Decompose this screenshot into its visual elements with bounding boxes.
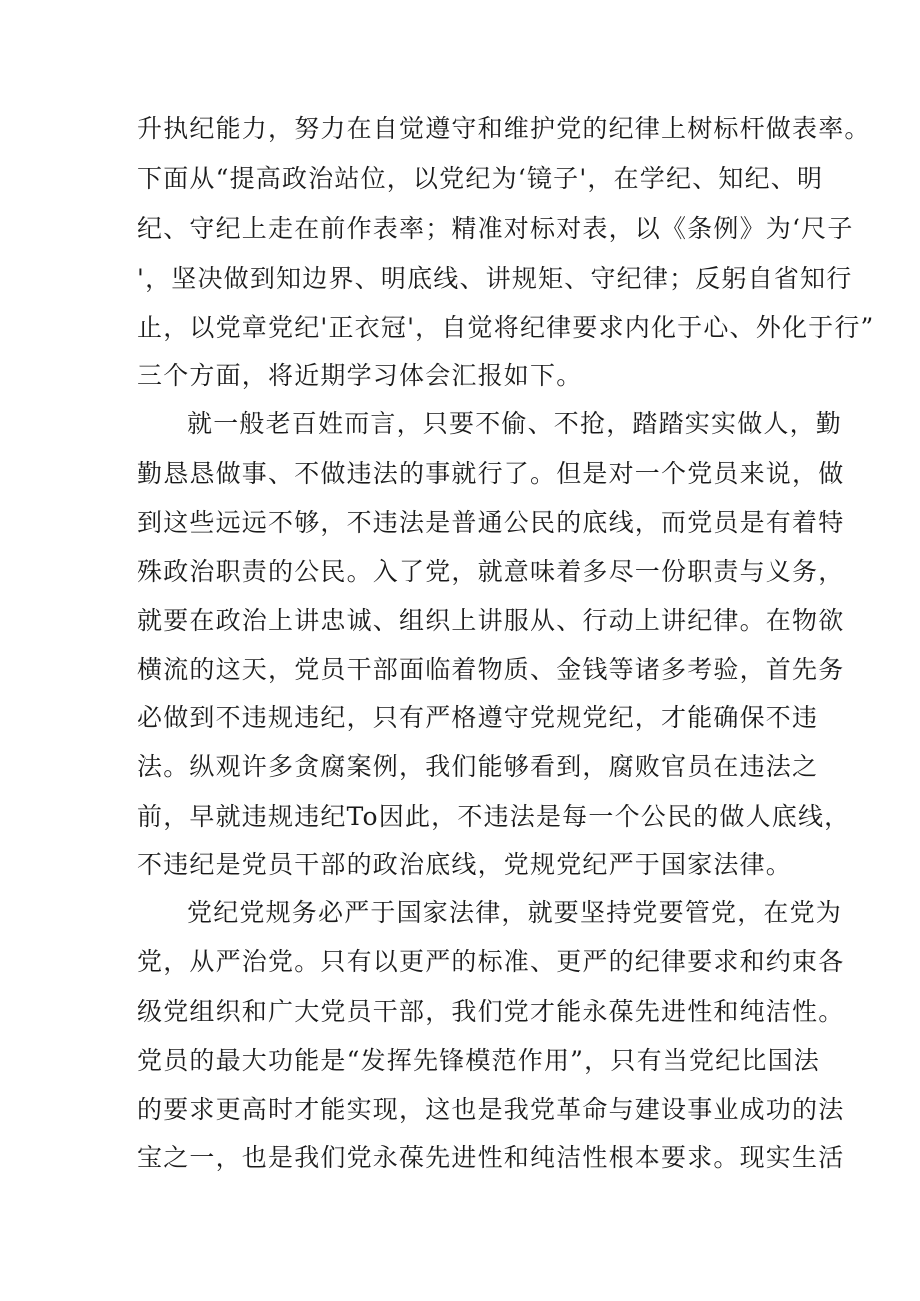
paragraph-2-line-9: 前，早就违规违纪To因此，不违法是每一个公民的做人底线，: [137, 802, 851, 831]
paragraph-3-line-1: 党纪党规务必严于国家法律，就要坚持党要管党，在党为: [187, 898, 843, 927]
paragraph-1-line-2: 下面从“提高政治站位，以党纪为‘镜子'，在学纪、知纪、明: [137, 164, 824, 193]
paragraph-2-line-2: 勤恳恳做事、不做违法的事就行了。但是对一个党员来说，做: [137, 459, 845, 488]
paragraph-1-line-4: '，坚决做到知边界、明底线、讲规矩、守纪律；反躬自省知行: [137, 264, 853, 293]
paragraph-2-line-4: 殊政治职责的公民。入了党，就意味着多尽一份职责与义务，: [137, 557, 845, 586]
paragraph-3-line-6: 宝之一，也是我们党永葆先进性和纯洁性根本要求。现实生活: [137, 1143, 845, 1172]
paragraph-2-line-8: 法。纵观许多贪腐案例，我们能够看到，腐败官员在违法之: [137, 752, 819, 781]
paragraph-2-line-6: 横流的这天，党员干部面临着物质、金钱等诸多考验，首先务: [137, 655, 845, 684]
paragraph-2-line-10: 不违纪是党员干部的政治底线，党规党纪严于国家法律。: [137, 850, 793, 879]
paragraph-2-line-5: 就要在政治上讲忠诚、组织上讲服从、行动上讲纪律。在物欲: [137, 606, 845, 635]
paragraph-1-line-1: 升执纪能力，努力在自觉遵守和维护党的纪律上树标杆做表率。: [137, 114, 871, 143]
paragraph-3-line-2: 党，从严治党。只有以更严的标准、更严的纪律要求和约束各: [137, 947, 845, 976]
paragraph-1-line-3: 纪、守纪上走在前作表率；精准对标对表，以《条例》为‘尺子: [137, 214, 854, 243]
paragraph-1-line-6: 三个方面，将近期学习体会汇报如下。: [137, 361, 583, 390]
paragraph-1-line-5: 止，以党章党纪'正衣冠'，自觉将纪律要求内化于心、外化于行”: [137, 313, 875, 342]
paragraph-2-line-3: 到这些远远不够，不违法是普通公民的底线，而党员是有着特: [137, 508, 845, 537]
paragraph-2-line-1: 就一般老百姓而言，只要不偷、不抢，踏踏实实做人，勤: [187, 409, 843, 438]
paragraph-2-line-7: 必做到不违规违纪，只有严格遵守党规党纪，才能确保不违: [137, 703, 819, 732]
paragraph-3-line-5: 的要求更高时才能实现，这也是我党革命与建设事业成功的法: [137, 1095, 845, 1124]
paragraph-3-line-4: 党员的最大功能是“发挥先锋模范作用”，只有当党纪比国法: [137, 1046, 820, 1075]
paragraph-3-line-3: 级党组织和广大党员干部，我们党才能永葆先进性和纯洁性。: [137, 997, 845, 1026]
